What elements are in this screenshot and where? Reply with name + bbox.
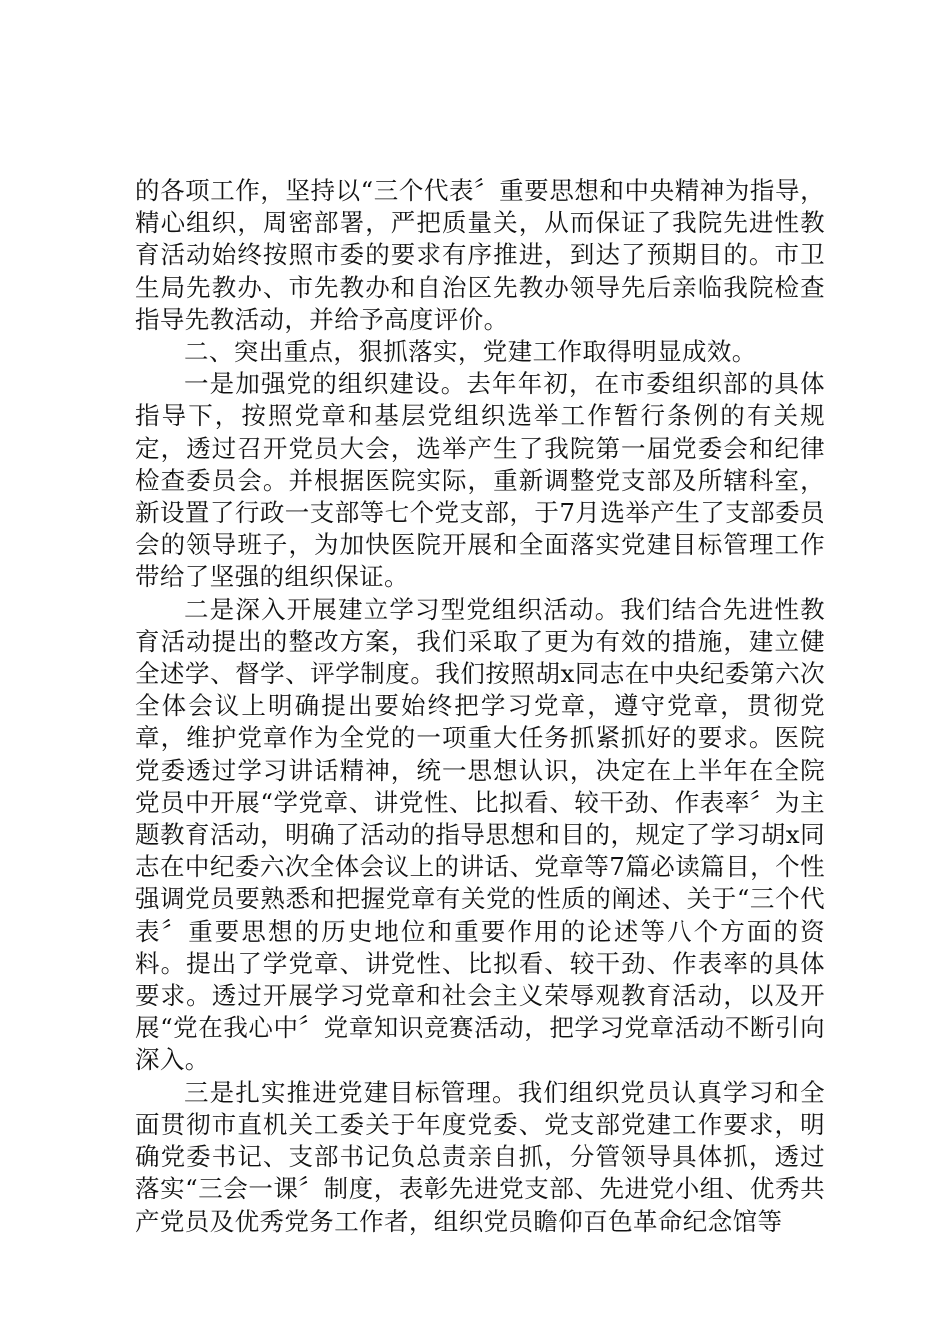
section-heading: 二、突出重点，狠抓落实，党建工作取得明显成效。 [184, 337, 757, 367]
document-body [135, 175, 825, 1238]
paragraph-continuation: 的各项工作，坚持以“三个代表〞重要思想和中央精神为指导，精心组织，周密部署，严把质量关，从而保证了我院先进性教育活动始终按照市委的要求有序推进，到达了预期目的。市卫生局先教办、市先教办和自治区先教办领导先后亲临我院检查指导先教活动，并给予高度评价。 [135, 176, 825, 334]
paragraph-target-management: 三是扎实推进党建目标管理。我们组织党员认真学习和全面贯彻市直机关工委关于年度党委、党支部党建工作要求，明确党委书记、支部书记负总责亲自抓，分管领导具体抓，透过落实“三会一课〞制度，表彰先进党支部、先进党小组、优秀共产党员及优秀党务工作者，组织党员瞻仰百色革命纪念馆等 [135, 1077, 825, 1236]
paragraph-learning-organization: 二是深入开展建立学习型党组织活动。我们结合先进性教育活动提出的整改方案，我们采取了更为有效的措施，建立健全述学、督学、评学制度。我们按照胡x同志在中央纪委第六次全体会议上明确提出要始终把学习党章，遵守党章，贯彻党章，维护党章作为全党的一项重大任务抓紧抓好的要求。医院党委透过学习讲话精神，统一思想认识，决定在上半年在全院党员中开展“学党章、讲党性、比拟看、较干劲、作表率〞为主题教育活动，明确了活动的指导思想和目的，规定了学习胡x同志在中纪委六次全体会议上的讲话、党章等7篇必读篇目，个性强调党员要熟悉和把握党章有关党的性质的阐述、关于“三个代表〞重要思想的历史地位和重要作用的论述等八个方面的资料。提出了学党章、讲党性、比拟看、较干劲、作表率的具体要求。透过开展学习党章和社会主义荣辱观教育活动，以及开展“党在我心中〞党章知识竞赛活动，把学习党章活动不断引向深入。 [135, 594, 825, 1075]
paragraph-organization-building: 一是加强党的组织建设。去年年初，在市委组织部的具体指导下，按照党章和基层党组织选举工作暂行条例的有关规定，透过召开党员大会，选举产生了我院第一届党委会和纪律检查委员会。并根据医院实际，重新调整党支部及所辖科室，新设置了行政一支部等七个党支部，于7月选举产生了支部委员会的领导班子，为加快医院开展和全面落实党建目标管理工作带给了坚强的组织保证。 [135, 369, 825, 592]
